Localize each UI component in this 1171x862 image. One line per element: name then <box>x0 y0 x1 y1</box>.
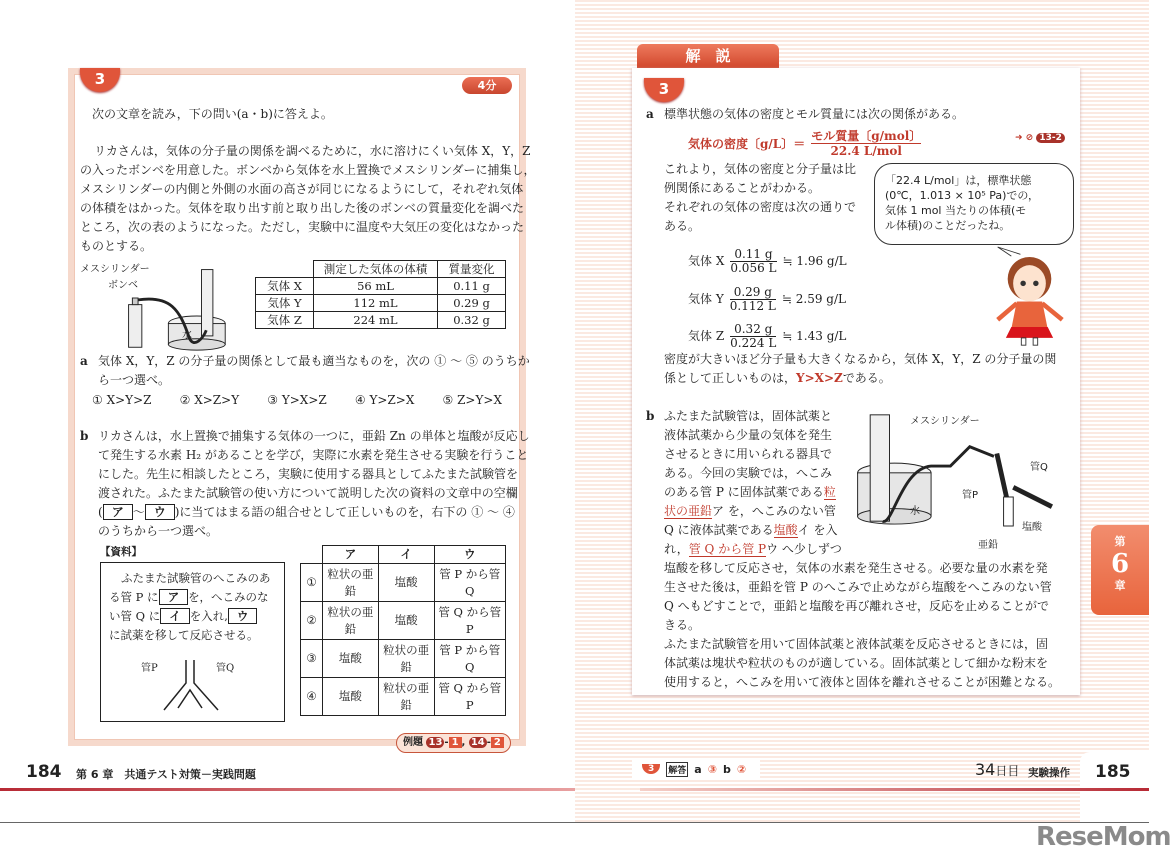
answer-b-text: ふたまた試験管は，固体試薬と <box>664 409 833 423</box>
footer-divider <box>0 788 575 791</box>
question-a-choices <box>92 391 502 409</box>
table-cell: 0.32 g <box>438 312 506 329</box>
table-cell: 0.29 g <box>438 295 506 312</box>
density-row: 気体 X $\frac{0.11 g}{0.056 L}$ ≒ 1.96 g/L <box>688 247 847 275</box>
gas-table <box>255 260 506 329</box>
answer-b-text: Q に液体試薬である塩酸イ を入 <box>664 523 838 537</box>
answer-b-text: のある管 P に固体試薬である粒 <box>664 485 836 499</box>
question-a-label: a <box>80 354 88 368</box>
problem-paragraph <box>80 142 536 256</box>
explanation-tab: 解 説 <box>637 44 779 68</box>
zinc-label: 亜鉛 <box>978 540 998 551</box>
choice-5[interactable]: ⑤ Z>Y>X <box>442 393 502 407</box>
tank-label: ボンベ <box>108 280 138 291</box>
acid-label: 塩酸 <box>1022 522 1042 533</box>
paragraph-line: ものとする。 <box>80 239 153 253</box>
answer-a-text: これより，気体の密度と分子量は比 <box>664 162 857 176</box>
resemom-watermark: ReseMom <box>1036 822 1171 852</box>
table-cell: 管 P から管 Q <box>434 640 505 678</box>
chapter-tab[interactable]: 第 6 章 <box>1091 525 1149 615</box>
instruction: 次の文章を読み，下の問い(a・b)に答えよ。 <box>92 107 333 121</box>
paragraph-line: メスシリンダーの内側と外側の水面の高さが同じになるようにして，それぞれ気体 <box>80 182 524 196</box>
left-page <box>0 0 575 822</box>
question-b-text: のうちから一つ選べ。 <box>98 524 219 538</box>
cylinder-label: メスシリンダー <box>910 416 980 427</box>
cylinder-label: メスシリンダー <box>80 264 150 275</box>
chapter-footer: 第 6 章 共通テスト対策－実践問題 <box>76 768 256 781</box>
table-cell: ② <box>301 602 323 640</box>
explanation-number-badge: 3 <box>644 78 684 102</box>
paragraph-line: の体積をはかった。気体を取り出す前と取り出した後のボンベの質量変化を調べた <box>80 201 525 215</box>
table-cell: 塩酸 <box>378 564 434 602</box>
water-displacement-figure <box>80 262 240 352</box>
table-cell: ③ <box>301 640 323 678</box>
girl-character-illustration <box>993 247 1066 347</box>
question-b-text: にした。先生に相談したところ，実験に使用する器具としてふたまた試験管を <box>98 467 519 481</box>
answer-b-text: 状の亜鉛ア を，へこみのない管 <box>664 504 836 518</box>
paragraph-line: ところ，次の表のようになった。ただし，実験中に温度や大気圧の変化はなかった <box>80 220 525 234</box>
table-cell: ア <box>323 546 379 564</box>
table-cell: 管 Q から管 P <box>434 602 505 640</box>
table-cell: 気体 Y <box>256 295 314 312</box>
blank-u: ウ <box>145 504 175 520</box>
table-row <box>256 295 506 312</box>
table-cell: 塩酸 <box>378 602 434 640</box>
table-cell: イ <box>378 546 434 564</box>
table-cell: 塩酸 <box>323 640 379 678</box>
table-header-row <box>256 261 506 278</box>
time-badge: 4分 <box>462 77 512 94</box>
question-b-text: ( ア ～ ウ )に当てはまる語の組合せとして正しいものを，右下の ① ～ ④ <box>98 505 515 519</box>
choice-4[interactable]: ④ Y>Z>X <box>354 393 415 407</box>
tube-p-label: 管P <box>141 663 158 674</box>
scan-edge <box>0 822 1149 823</box>
table-cell: ① <box>301 564 323 602</box>
paragraph-line: の入ったボンベを用意した。ボンベから気体を水上置換でメスシリンダーに捕集し， <box>80 163 536 177</box>
section-title: 実験操作 <box>1028 767 1070 779</box>
choice-3[interactable]: ③ Y>X>Z <box>267 393 327 407</box>
table-cell: 56 mL <box>314 278 438 295</box>
table-cell: 気体 Z <box>256 312 314 329</box>
col-header: 質量変化 <box>438 261 506 278</box>
page-number-right: 185 <box>1095 762 1131 782</box>
footer-divider <box>640 788 1149 791</box>
table-cell: 0.11 g <box>438 278 506 295</box>
answer-b-label: b <box>646 409 655 423</box>
blank-a: ア <box>103 504 133 520</box>
table-cell: 粒状の亜鉛 <box>378 678 434 716</box>
answer-a-text: 例関係にあることがわかる。 <box>664 181 821 195</box>
density-formula: 気体の密度〔g/L〕＝ $\frac{\text{モル質量〔g/mol〕}}{\text{22.4 L/mol}}$ <box>688 129 922 158</box>
answer-b-full-text: 塩酸を移して反応させ，気体の水素を発生させる。必要な量の水素を発 生させた後は，亜鉛を管 P のへこみで止めながら塩酸をへこみのない管 Q へもどすことで，亜鉛と塩酸を再び離れさせ，反応を止めることがで きる。 ふたまた試験管を用いて固体試薬と液体試薬を反応させるときには，固 体試薬は塊状や粒状のものが適している。固体試薬として細かな粉末を 使用すると，へこみを用いて液体と固体を離れさせることが困難となる。 <box>664 561 1061 689</box>
material-box: ふたまた試験管のへこみのあ る管 P に ア を，へこみのな い管 Q に イ を入れ, ウ に試薬を移して反応させる。 管P 管Q <box>100 562 285 722</box>
table-cell: 管 Q から管 P <box>434 678 505 716</box>
table-cell: 224 mL <box>314 312 438 329</box>
material-title: 【資料】 <box>100 546 142 558</box>
table-cell: 気体 X <box>256 278 314 295</box>
table-row <box>256 278 506 295</box>
tube-q-label: 管Q <box>216 663 235 674</box>
water-label: 水 <box>182 330 192 341</box>
problem-number-badge: 3 <box>80 68 120 92</box>
table-cell: 管 P から管 Q <box>434 564 505 602</box>
question-a-text: ら一つ選べ。 <box>98 373 171 387</box>
table-cell: 112 mL <box>314 295 438 312</box>
answer-a-text: ある。 <box>664 219 701 233</box>
col-header: 測定した気体の体積 <box>314 261 438 278</box>
answer-b-text: れ，管 Q から管 Pウ へ少しずつ <box>664 542 842 556</box>
question-a-text: 気体 X，Y，Z の分子量の関係として最も適当なものを，次の ① ～ ⑤ のうちか <box>98 354 530 368</box>
table-cell: 粒状の亜鉛 <box>378 640 434 678</box>
day-label: 34日目 <box>975 760 1020 779</box>
table-row[interactable] <box>301 640 506 678</box>
answer-b-text: させるときに用いられる器具で <box>664 447 833 461</box>
table-row[interactable] <box>301 678 506 716</box>
table-cell: 塩酸 <box>323 678 379 716</box>
answer-choice-table <box>300 545 506 716</box>
density-row: 気体 Y $\frac{0.29 g}{0.112 L}$ ≒ 2.59 g/L <box>688 284 846 313</box>
density-calculations <box>688 243 847 356</box>
table-cell <box>256 261 314 278</box>
table-cell: 粒状の亜鉛 <box>323 564 379 602</box>
choice-2[interactable]: ② X>Z>Y <box>179 393 240 407</box>
question-b-text: 渡された。ふたまた試験管の使い方について説明した次の資料の文章中の空欄 <box>98 486 518 500</box>
question-b-label: b <box>80 429 89 443</box>
answer-a-conclusion: 密度が大きいほど分子量も大きくなるから，気体 X，Y，Z の分子量の関 <box>664 352 1057 366</box>
table-cell: ウ <box>434 546 505 564</box>
question-b-text: リカさんは，水上置換で捕集する気体の一つに，亜鉛 Zn の単体と塩酸が反応し <box>98 429 530 443</box>
answer-a-conclusion: 係として正しいものは，Y>X>Zである。 <box>664 371 891 385</box>
paragraph-line: リカさんは，気体の分子量の関係を調べるために，水に溶けにくい気体 X，Y，Z <box>94 144 531 158</box>
answer-b-text: ある。今回の実験では，へこみ <box>664 466 833 480</box>
table-cell <box>301 546 323 564</box>
answer-a-label: a <box>646 107 654 121</box>
table-row <box>256 312 506 329</box>
table-row[interactable] <box>301 602 506 640</box>
table-cell: ④ <box>301 678 323 716</box>
page-number-left: 184 <box>26 762 62 782</box>
speech-bubble: 「22.4 L/mol」は，標準状態 (0℃，1.013 × 10⁵ Pa)での， 気体 1 mol 当たりの体積(モ ル体積)のことだったね。 <box>874 163 1074 245</box>
table-cell: 粒状の亜鉛 <box>323 602 379 640</box>
answer-a-text: それぞれの気体の密度は次の通りで <box>664 200 857 214</box>
density-row: 気体 Z $\frac{0.32 g}{0.224 L}$ ≒ 1.43 g/L <box>688 322 847 350</box>
answer-b-text: 液体試薬から少量の気体を発生 <box>664 428 833 442</box>
water-label: 水 <box>910 506 920 517</box>
tube-p-label: 管P <box>962 490 979 501</box>
tube-q-label: 管Q <box>1030 462 1048 473</box>
table-row[interactable] <box>301 564 506 602</box>
question-b-text: て発生する水素 H₂ があることを学び，実際に水素を発生させる実験を行うこと <box>98 448 529 462</box>
example-reference[interactable]: 例題 13 - 1 , 14 - 2 <box>396 733 511 753</box>
answer-a-intro: 標準状態の気体の密度とモル質量には次の関係がある。 <box>664 107 965 121</box>
answer-bar: 3 解答 a ③ b ② <box>632 760 760 778</box>
formula-reference[interactable]: ➜ ⊘ 13-2 <box>1015 133 1065 143</box>
forked-tube-apparatus-figure <box>850 410 1075 555</box>
choice-1[interactable]: ① X>Y>Z <box>92 393 152 407</box>
